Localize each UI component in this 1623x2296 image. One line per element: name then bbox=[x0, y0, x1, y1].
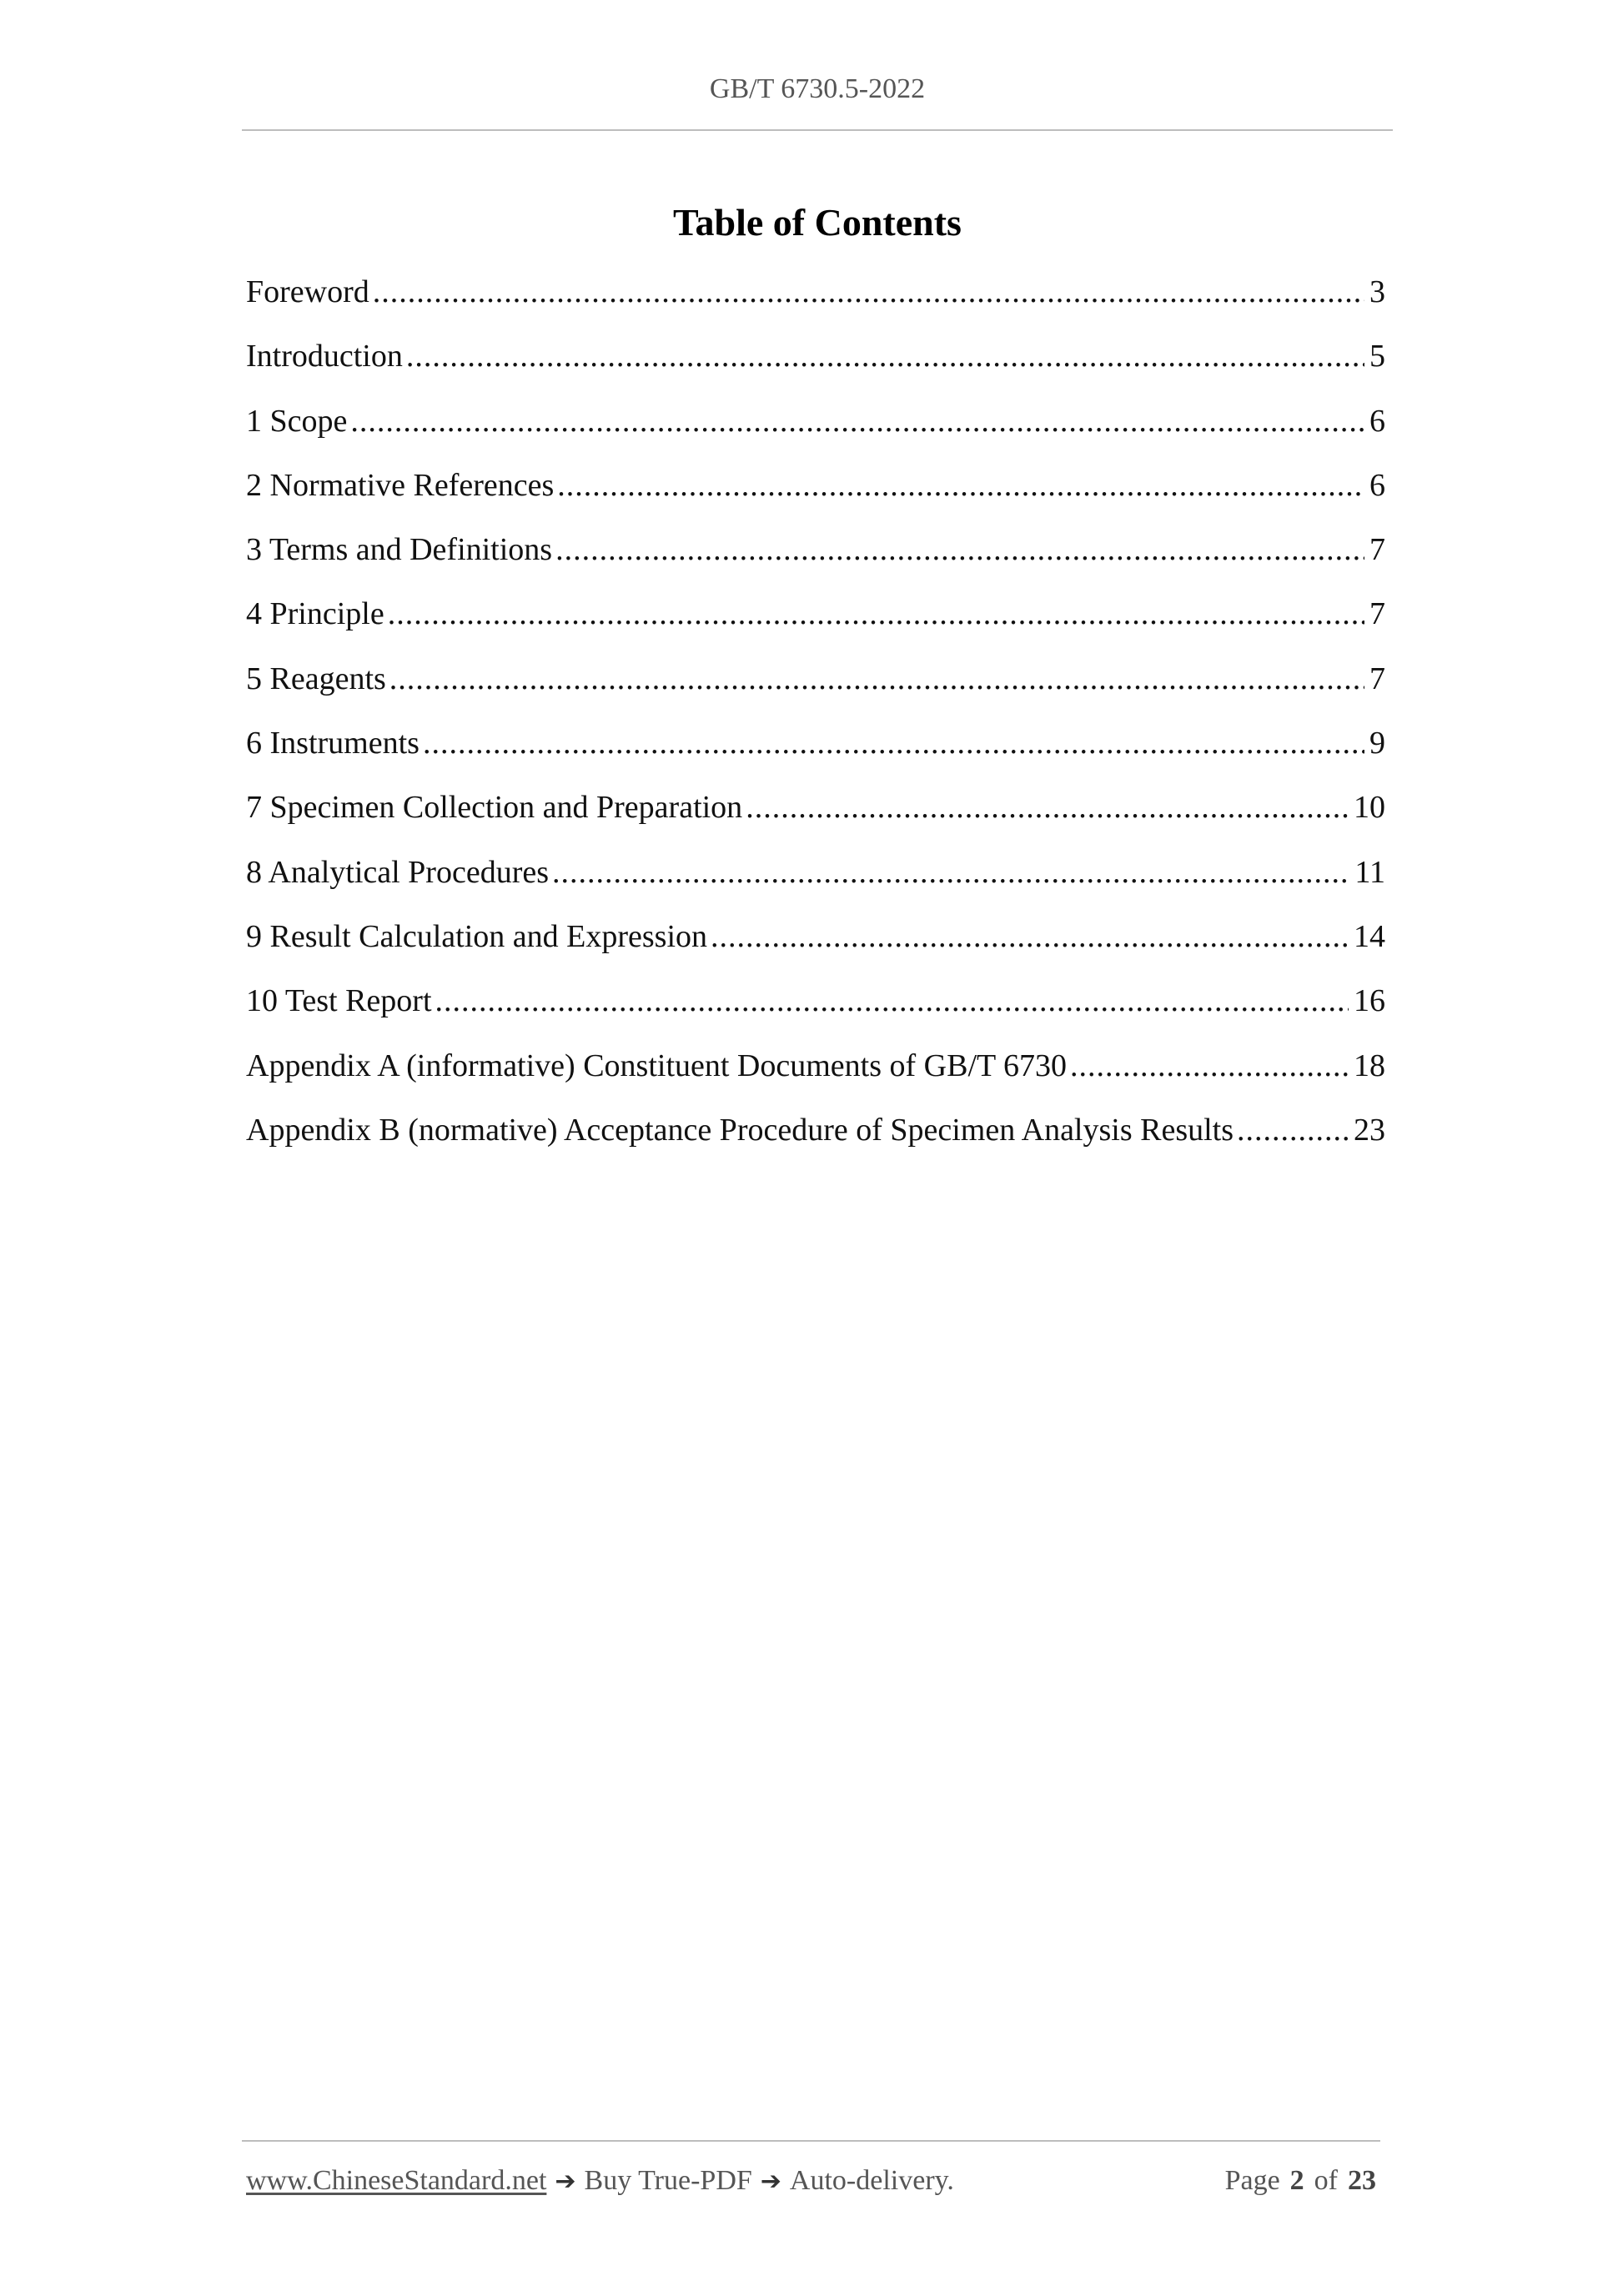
footer-step-delivery: Auto-delivery. bbox=[789, 2165, 954, 2196]
toc-entry-foreword[interactable] bbox=[246, 274, 1385, 338]
toc-entry-page: 10 bbox=[1354, 790, 1385, 826]
toc-dot-leader bbox=[435, 982, 1349, 1019]
toc-dot-leader bbox=[406, 338, 1364, 374]
toc-entry-label: 3 Terms and Definitions bbox=[246, 532, 553, 568]
site-link[interactable]: www.ChineseStandard.net bbox=[246, 2165, 547, 2196]
toc-dot-leader bbox=[389, 661, 1364, 697]
toc-entry-page: 23 bbox=[1354, 1112, 1385, 1148]
right-arrow-icon: ➔ bbox=[760, 2167, 781, 2196]
toc-entry-label: 7 Specimen Collection and Preparation bbox=[246, 790, 743, 826]
toc-entry-page: 7 bbox=[1369, 532, 1385, 568]
toc-entry-label: 10 Test Report bbox=[246, 983, 432, 1019]
toc-entry-reagents[interactable] bbox=[246, 661, 1385, 725]
toc-entry-label: 2 Normative References bbox=[246, 467, 555, 503]
toc-entry-normative-references[interactable] bbox=[246, 467, 1385, 531]
toc-list bbox=[246, 274, 1385, 1176]
toc-dot-leader bbox=[423, 725, 1364, 761]
toc-entry-page: 11 bbox=[1354, 854, 1385, 890]
toc-entry-label: 5 Reagents bbox=[246, 661, 386, 696]
toc-entry-scope[interactable] bbox=[246, 403, 1385, 467]
toc-entry-page: 6 bbox=[1369, 403, 1385, 439]
toc-entry-page: 7 bbox=[1369, 596, 1385, 632]
toc-entry-appendix-b[interactable] bbox=[246, 1112, 1385, 1176]
toc-entry-page: 16 bbox=[1354, 983, 1385, 1019]
page-label: Page bbox=[1224, 2165, 1280, 2196]
toc-entry-principle[interactable] bbox=[246, 595, 1385, 660]
toc-dot-leader bbox=[555, 531, 1364, 568]
toc-entry-label: 4 Principle bbox=[246, 596, 384, 632]
footer-divider bbox=[242, 2140, 1380, 2142]
toc-dot-leader bbox=[388, 595, 1364, 632]
total-pages-number: 23 bbox=[1348, 2165, 1376, 2196]
toc-entry-terms-and-definitions[interactable] bbox=[246, 531, 1385, 595]
toc-entry-appendix-a[interactable] bbox=[246, 1048, 1385, 1112]
toc-dot-leader bbox=[711, 918, 1349, 955]
toc-entry-label: Appendix B (normative) Acceptance Procedure of Specimen Analysis Results bbox=[246, 1112, 1234, 1148]
footer-step-buy: Buy True-PDF bbox=[584, 2165, 752, 2196]
toc-entry-label: 1 Scope bbox=[246, 403, 348, 439]
toc-dot-leader bbox=[1070, 1048, 1349, 1084]
footer-promo bbox=[246, 2165, 954, 2197]
toc-entry-test-report[interactable] bbox=[246, 982, 1385, 1047]
toc-entry-result-calculation[interactable] bbox=[246, 918, 1385, 982]
page-of-label: of bbox=[1314, 2165, 1338, 2196]
page-indicator bbox=[1225, 2165, 1376, 2197]
current-page-number: 2 bbox=[1289, 2165, 1304, 2196]
toc-dot-leader bbox=[1237, 1112, 1349, 1148]
toc-dot-leader bbox=[746, 789, 1349, 826]
toc-entry-label: Foreword bbox=[246, 274, 369, 309]
right-arrow-icon: ➔ bbox=[555, 2167, 576, 2196]
toc-entry-page: 6 bbox=[1369, 467, 1385, 503]
toc-entry-label: Introduction bbox=[246, 339, 403, 374]
toc-title: Table of Contents bbox=[673, 201, 962, 244]
toc-entry-page: 9 bbox=[1369, 726, 1385, 761]
toc-dot-leader bbox=[557, 467, 1364, 504]
toc-entry-page: 3 bbox=[1369, 274, 1385, 309]
toc-entry-page: 18 bbox=[1354, 1048, 1385, 1083]
toc-entry-introduction[interactable] bbox=[246, 338, 1385, 402]
toc-entry-page: 7 bbox=[1369, 661, 1385, 696]
toc-dot-leader bbox=[350, 403, 1364, 440]
toc-entry-label: Appendix A (informative) Constituent Documents of GB/T 6730 bbox=[246, 1048, 1068, 1083]
toc-entry-specimen-collection[interactable] bbox=[246, 789, 1385, 853]
toc-entry-page: 14 bbox=[1354, 918, 1385, 954]
toc-dot-leader bbox=[373, 274, 1364, 310]
toc-entry-analytical-procedures[interactable] bbox=[246, 854, 1385, 918]
toc-entry-label: 6 Instruments bbox=[246, 726, 420, 761]
toc-entry-label: 9 Result Calculation and Expression bbox=[246, 918, 708, 954]
toc-entry-instruments[interactable] bbox=[246, 725, 1385, 789]
page-header: GB/T 6730.5-2022 bbox=[709, 73, 926, 104]
toc-dot-leader bbox=[552, 854, 1349, 891]
header-divider bbox=[242, 129, 1393, 131]
toc-entry-label: 8 Analytical Procedures bbox=[246, 854, 550, 890]
toc-entry-page: 5 bbox=[1369, 339, 1385, 374]
